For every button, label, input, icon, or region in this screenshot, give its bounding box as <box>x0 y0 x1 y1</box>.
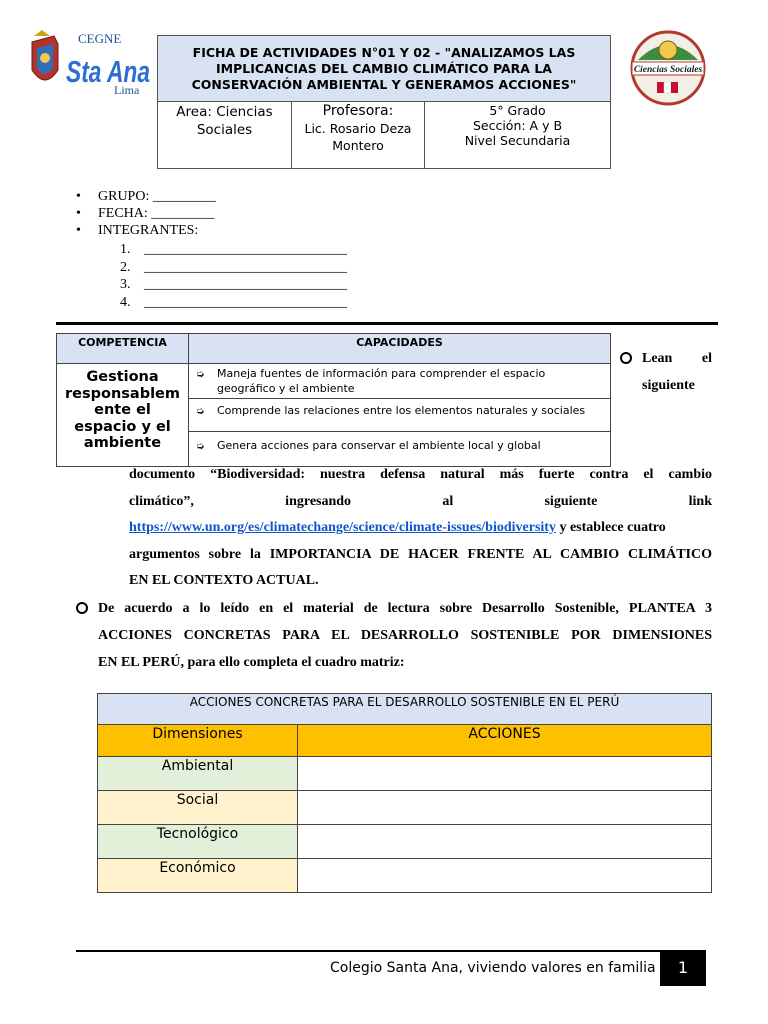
dimensiones-header: Dimensiones <box>98 725 298 757</box>
teacher-name-line-1: Lic. Rosario Deza <box>304 121 412 136</box>
instruction-1-start: Lean el siguiente <box>620 345 712 399</box>
members-list <box>120 241 347 311</box>
area-line-2: Sociales <box>196 122 253 138</box>
competencia-header: COMPETENCIA <box>57 334 189 364</box>
member-line: 4. _____________________________ <box>120 294 347 310</box>
page-number: 1 <box>660 952 706 986</box>
table-row <box>98 825 712 859</box>
header-table <box>157 35 611 169</box>
dimension-cell: Tecnológico <box>98 825 298 859</box>
teacher-cell <box>292 102 425 169</box>
table-row <box>98 757 712 791</box>
matrix-title: ACCIONES CONCRETAS PARA EL DESARROLLO SOSTENIBLE EN EL PERÚ <box>98 694 712 725</box>
competencia-cell: Gestiona responsablem ente el espacio y el ambiente <box>57 364 189 467</box>
instruction-1-text: documento “Biodiversidad: nuestra defensa natural más fuerte contra el cambio climático”, ingresando al siguiente link https://www.un.org/es/climatechange/science/climate-issues/biodiversity y establece cuatro argumentos sobre la IMPORTANCIA DE HACER FRENTE AL CAMBIO CLIMÁTICO EN EL CONTEXTO ACTUAL. <box>129 467 712 588</box>
section-text: Sección: A y B <box>472 118 563 133</box>
area-line-1: Area: Ciencias <box>176 104 273 120</box>
arrow-icon: ➭ <box>196 369 205 380</box>
footer-text: Colegio Santa Ana, viviendo valores en familia <box>330 960 656 976</box>
teacher-name-line-2: Montero <box>332 138 384 153</box>
teacher-label: Profesora: <box>322 103 394 119</box>
section-divider <box>56 322 718 325</box>
accion-input-cell[interactable] <box>298 791 712 825</box>
arrow-icon: ➭ <box>196 406 205 417</box>
integrantes-label: INTEGRANTES: <box>98 223 199 238</box>
area-cell <box>158 102 292 169</box>
bullet: • <box>76 189 81 204</box>
accion-input-cell[interactable] <box>298 757 712 791</box>
capacidad-item: ➭ Comprende las relaciones entre los elementos naturales y sociales <box>189 399 611 432</box>
logo-text-lima: Lima <box>114 83 140 97</box>
member-line: 2. _____________________________ <box>120 259 347 275</box>
arrow-icon: ➭ <box>196 441 205 452</box>
level-text: Nivel Secundaria <box>464 133 571 148</box>
dimension-cell: Social <box>98 791 298 825</box>
accion-input-cell[interactable] <box>298 859 712 893</box>
fecha-field: FECHA: _________ <box>98 206 215 221</box>
capacidad-item: ➭ Genera acciones para conservar el ambiente local y global <box>189 432 611 467</box>
dimension-cell: Ambiental <box>98 757 298 791</box>
accion-input-cell[interactable] <box>298 825 712 859</box>
capacidad-item: ➭ Maneja fuentes de información para comprender el espacio geográfico y el ambiente <box>189 364 611 399</box>
grupo-field: GRUPO: _________ <box>98 189 216 204</box>
group-info <box>76 188 216 239</box>
capacidades-header: CAPACIDADES <box>189 334 611 364</box>
member-line: 3. _____________________________ <box>120 277 347 292</box>
table-row <box>98 791 712 825</box>
logo-text-staana: Sta Ana <box>66 54 150 89</box>
dimension-cell: Económico <box>98 859 298 893</box>
table-row <box>98 859 712 893</box>
competencia-table <box>56 333 611 467</box>
worksheet-title: FICHA DE ACTIVIDADES N°01 Y 02 - "ANALIZAMOS LAS IMPLICANCIAS DEL CAMBIO CLIMÁTICO PARA LA CONSERVACIÓN AMBIENTAL Y GENERAMOS ACCIONES" <box>158 36 611 102</box>
instruction-2-text: De acuerdo a lo leído en el material de lectura sobre Desarrollo Sostenible, PLANTEA 3 ACCIONES CONCRETAS PARA EL DESARROLLO SOSTENIBLE POR DIMENSIONES EN EL PERÚ, para ello completa el cuadro matriz: <box>76 595 712 676</box>
footer-rule <box>76 950 706 952</box>
acciones-matrix <box>97 693 712 893</box>
ciencias-sociales-logo <box>624 30 712 106</box>
grade-cell <box>425 102 611 169</box>
biodiversity-link[interactable]: https://www.un.org/es/climatechange/science/climate-issues/biodiversity <box>129 520 556 535</box>
bullet: • <box>76 223 81 238</box>
acciones-header: ACCIONES <box>298 725 712 757</box>
member-line: 1. _____________________________ <box>120 242 347 257</box>
logo-text-cegne: CEGNE <box>78 31 122 46</box>
school-logo <box>28 30 152 100</box>
bullet: • <box>76 206 81 221</box>
circle-bullet-icon <box>76 595 88 624</box>
logo-text-ciencias: Ciencias Sociales <box>633 65 703 75</box>
grade-text: 5° Grado <box>489 103 546 118</box>
